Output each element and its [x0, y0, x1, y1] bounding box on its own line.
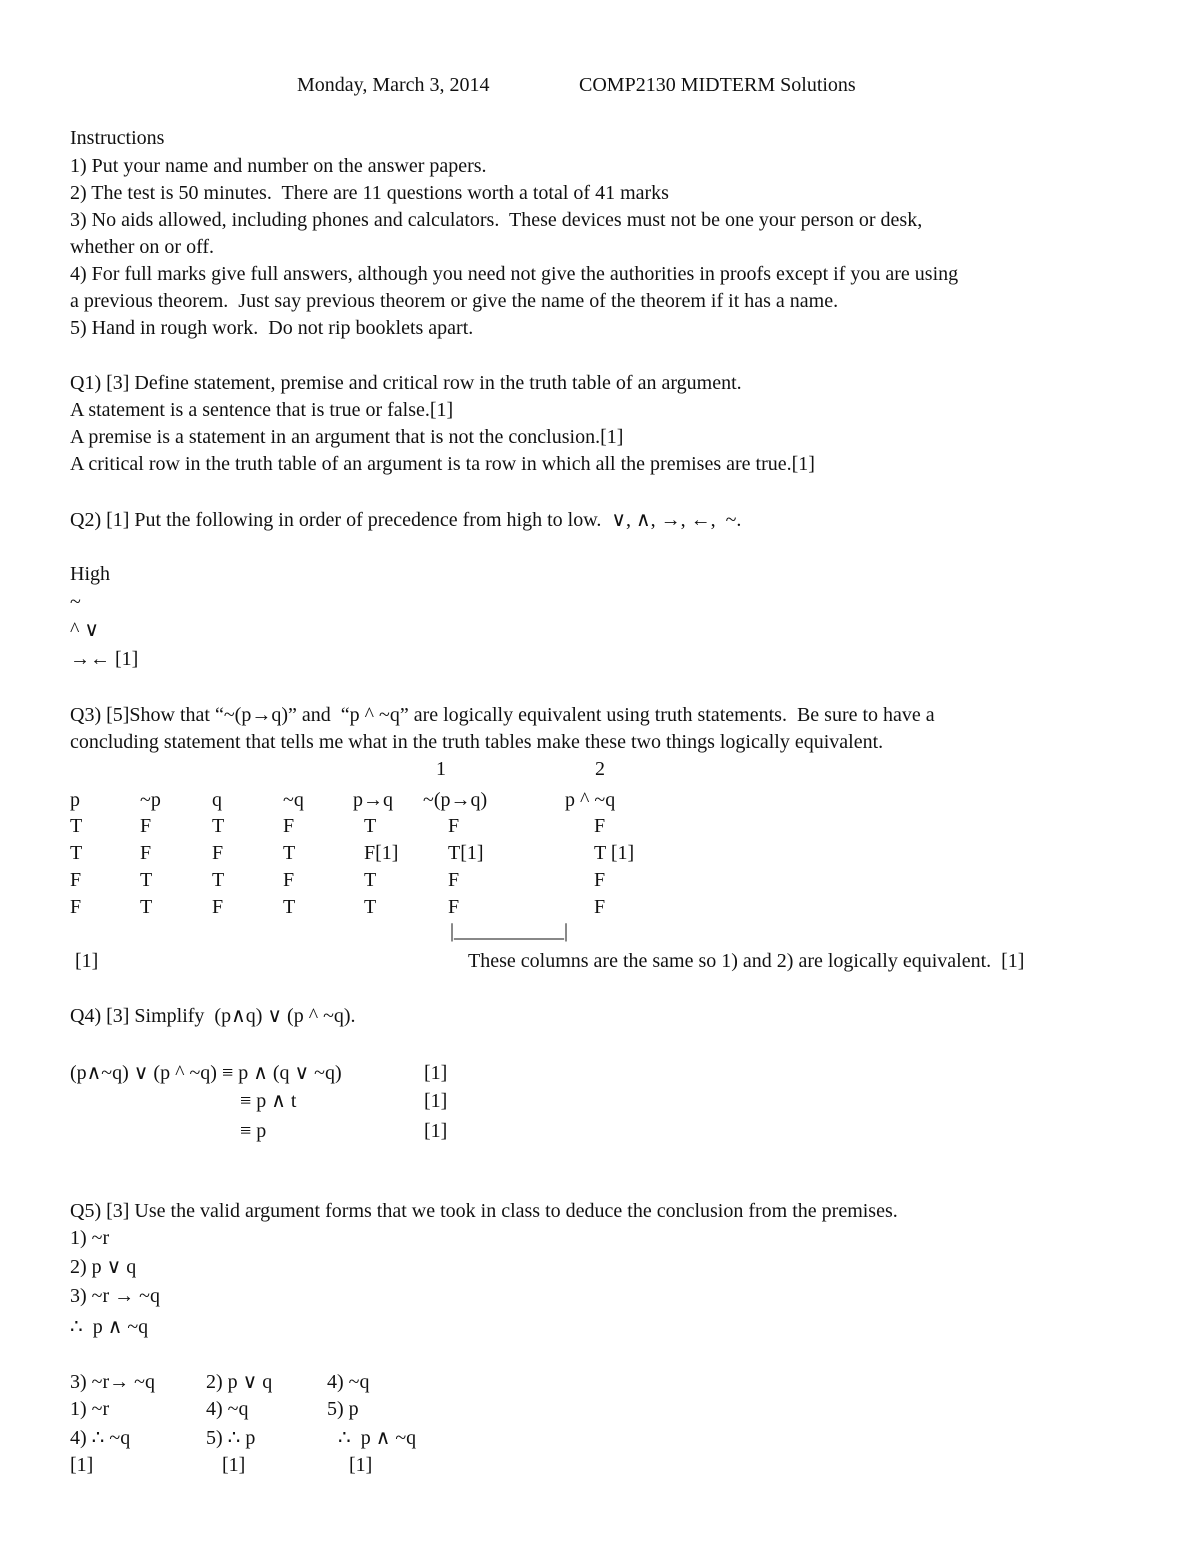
- q4-step: (p∧~q) ∨ (p ^ ~q) ≡ p ∧ (q ∨ ~q): [70, 1062, 342, 1084]
- truth-table-cell: T: [364, 815, 377, 837]
- q5-proof-step: 2) p ∨ q: [206, 1371, 273, 1393]
- q5-proof-mark: [1]: [222, 1454, 246, 1476]
- q4-step-mark: [1]: [424, 1090, 448, 1112]
- truth-table-cell: T: [283, 842, 296, 864]
- q2-answer-line: ~: [70, 591, 81, 613]
- q2-question: Q2) [1] Put the following in order of precedence from high to low. ∨, ∧, →, ←, ~.: [70, 509, 742, 531]
- q3-conclusion: These columns are the same so 1) and 2) are logically equivalent. [1]: [468, 950, 1025, 972]
- q5-premise: 1) ~r: [70, 1227, 110, 1249]
- q2-answer-line: High: [70, 563, 110, 585]
- truth-table-header: p: [70, 789, 80, 811]
- q5-proof-step: 4) ~q: [327, 1371, 370, 1393]
- truth-table-cell: F: [140, 842, 152, 864]
- q4-step: ≡ p ∧ t: [240, 1090, 297, 1112]
- instruction-item: 1) Put your name and number on the answer papers.: [70, 155, 487, 177]
- q3-column-marker: 1: [436, 758, 446, 780]
- truth-table-cell: F: [448, 869, 460, 891]
- truth-table-cell: T: [140, 896, 153, 918]
- truth-table-cell: T [1]: [594, 842, 635, 864]
- truth-table-cell: T: [212, 815, 225, 837]
- truth-table-cell: T: [70, 842, 83, 864]
- truth-table-cell: F: [594, 896, 606, 918]
- q1-answer: A statement is a sentence that is true or false.[1]: [70, 399, 454, 421]
- header-course-title: COMP2130 MIDTERM Solutions: [579, 74, 856, 96]
- q5-proof-step: 4) ~q: [206, 1398, 249, 1420]
- q5-proof-step: 3) ~r→ ~q: [70, 1371, 155, 1393]
- instruction-item: 2) The test is 50 minutes. There are 11 questions worth a total of 41 marks: [70, 182, 669, 204]
- header-date: Monday, March 3, 2014: [297, 74, 490, 96]
- q5-question: Q5) [3] Use the valid argument forms that we took in class to deduce the conclusion from the premises.: [70, 1200, 898, 1222]
- q3-question: concluding statement that tells me what in the truth tables make these two things logically equivalent.: [70, 731, 884, 753]
- truth-table-cell: F: [448, 896, 460, 918]
- q5-proof-step: 1) ~r: [70, 1398, 110, 1420]
- truth-table-cell: T: [212, 869, 225, 891]
- q3-mark: [1]: [75, 950, 99, 972]
- q1-answer: A critical row in the truth table of an argument is ta row in which all the premises are true.[1]: [70, 453, 815, 475]
- truth-table-header: ~p: [140, 789, 161, 811]
- q2-answer-line: ^ ∨: [70, 619, 100, 641]
- truth-table-cell: T: [364, 896, 377, 918]
- truth-table-cell: T: [364, 869, 377, 891]
- truth-table-cell: F: [212, 842, 224, 864]
- truth-table-cell: F: [140, 815, 152, 837]
- q4-step-mark: [1]: [424, 1062, 448, 1084]
- q3-column-marker: 2: [595, 758, 605, 780]
- q5-proof-step: 5) ∴ p: [206, 1427, 256, 1449]
- q2-answer-line: →← [1]: [70, 648, 139, 670]
- truth-table-header: ~q: [283, 789, 304, 811]
- truth-table-cell: T: [70, 815, 83, 837]
- q4-step-mark: [1]: [424, 1120, 448, 1142]
- q5-premise: 2) p ∨ q: [70, 1256, 137, 1278]
- truth-table-cell: T: [283, 896, 296, 918]
- q5-proof-step: 4) ∴ ~q: [70, 1427, 131, 1449]
- instruction-item: 3) No aids allowed, including phones and calculators. These devices must not be one your person or desk,: [70, 209, 923, 231]
- q3-question: Q3) [5]Show that “~(p→q)” and “p ^ ~q” are logically equivalent using truth statements. Be sure to have a: [70, 704, 935, 726]
- q3-column-bracket: |___________|: [450, 920, 569, 942]
- truth-table-header: p→q: [353, 789, 393, 811]
- truth-table-cell: F: [283, 815, 295, 837]
- instruction-item: 5) Hand in rough work. Do not rip booklets apart.: [70, 317, 474, 339]
- truth-table-cell: F: [70, 896, 82, 918]
- truth-table-cell: F[1]: [364, 842, 399, 864]
- truth-table-header: ~(p→q): [423, 789, 488, 811]
- q5-proof-mark: [1]: [349, 1454, 373, 1476]
- truth-table-header: q: [212, 789, 222, 811]
- truth-table-cell: F: [283, 869, 295, 891]
- q5-conclusion: ∴ p ∧ ~q: [70, 1316, 149, 1338]
- truth-table-cell: F: [448, 815, 460, 837]
- q4-step: ≡ p: [240, 1120, 267, 1142]
- truth-table-cell: F: [212, 896, 224, 918]
- truth-table-cell: F: [70, 869, 82, 891]
- q1-question: Q1) [3] Define statement, premise and critical row in the truth table of an argument.: [70, 372, 742, 394]
- truth-table-cell: T: [140, 869, 153, 891]
- instruction-item: 4) For full marks give full answers, although you need not give the authorities in proofs except if you are using: [70, 263, 959, 285]
- q4-question: Q4) [3] Simplify (p∧q) ∨ (p ^ ~q).: [70, 1005, 356, 1027]
- q1-answer: A premise is a statement in an argument that is not the conclusion.[1]: [70, 426, 624, 448]
- instruction-item: a previous theorem. Just say previous theorem or give the name of the theorem if it has a name.: [70, 290, 839, 312]
- truth-table-header: p ^ ~q: [565, 789, 616, 811]
- q5-premise: 3) ~r → ~q: [70, 1285, 160, 1307]
- truth-table-cell: T[1]: [448, 842, 484, 864]
- instruction-item: whether on or off.: [70, 236, 215, 258]
- truth-table-cell: F: [594, 869, 606, 891]
- q5-proof-step: 5) p: [327, 1398, 359, 1420]
- instructions-heading: Instructions: [70, 127, 165, 149]
- q5-proof-step: ∴ p ∧ ~q: [338, 1427, 417, 1449]
- q5-proof-mark: [1]: [70, 1454, 94, 1476]
- truth-table-cell: F: [594, 815, 606, 837]
